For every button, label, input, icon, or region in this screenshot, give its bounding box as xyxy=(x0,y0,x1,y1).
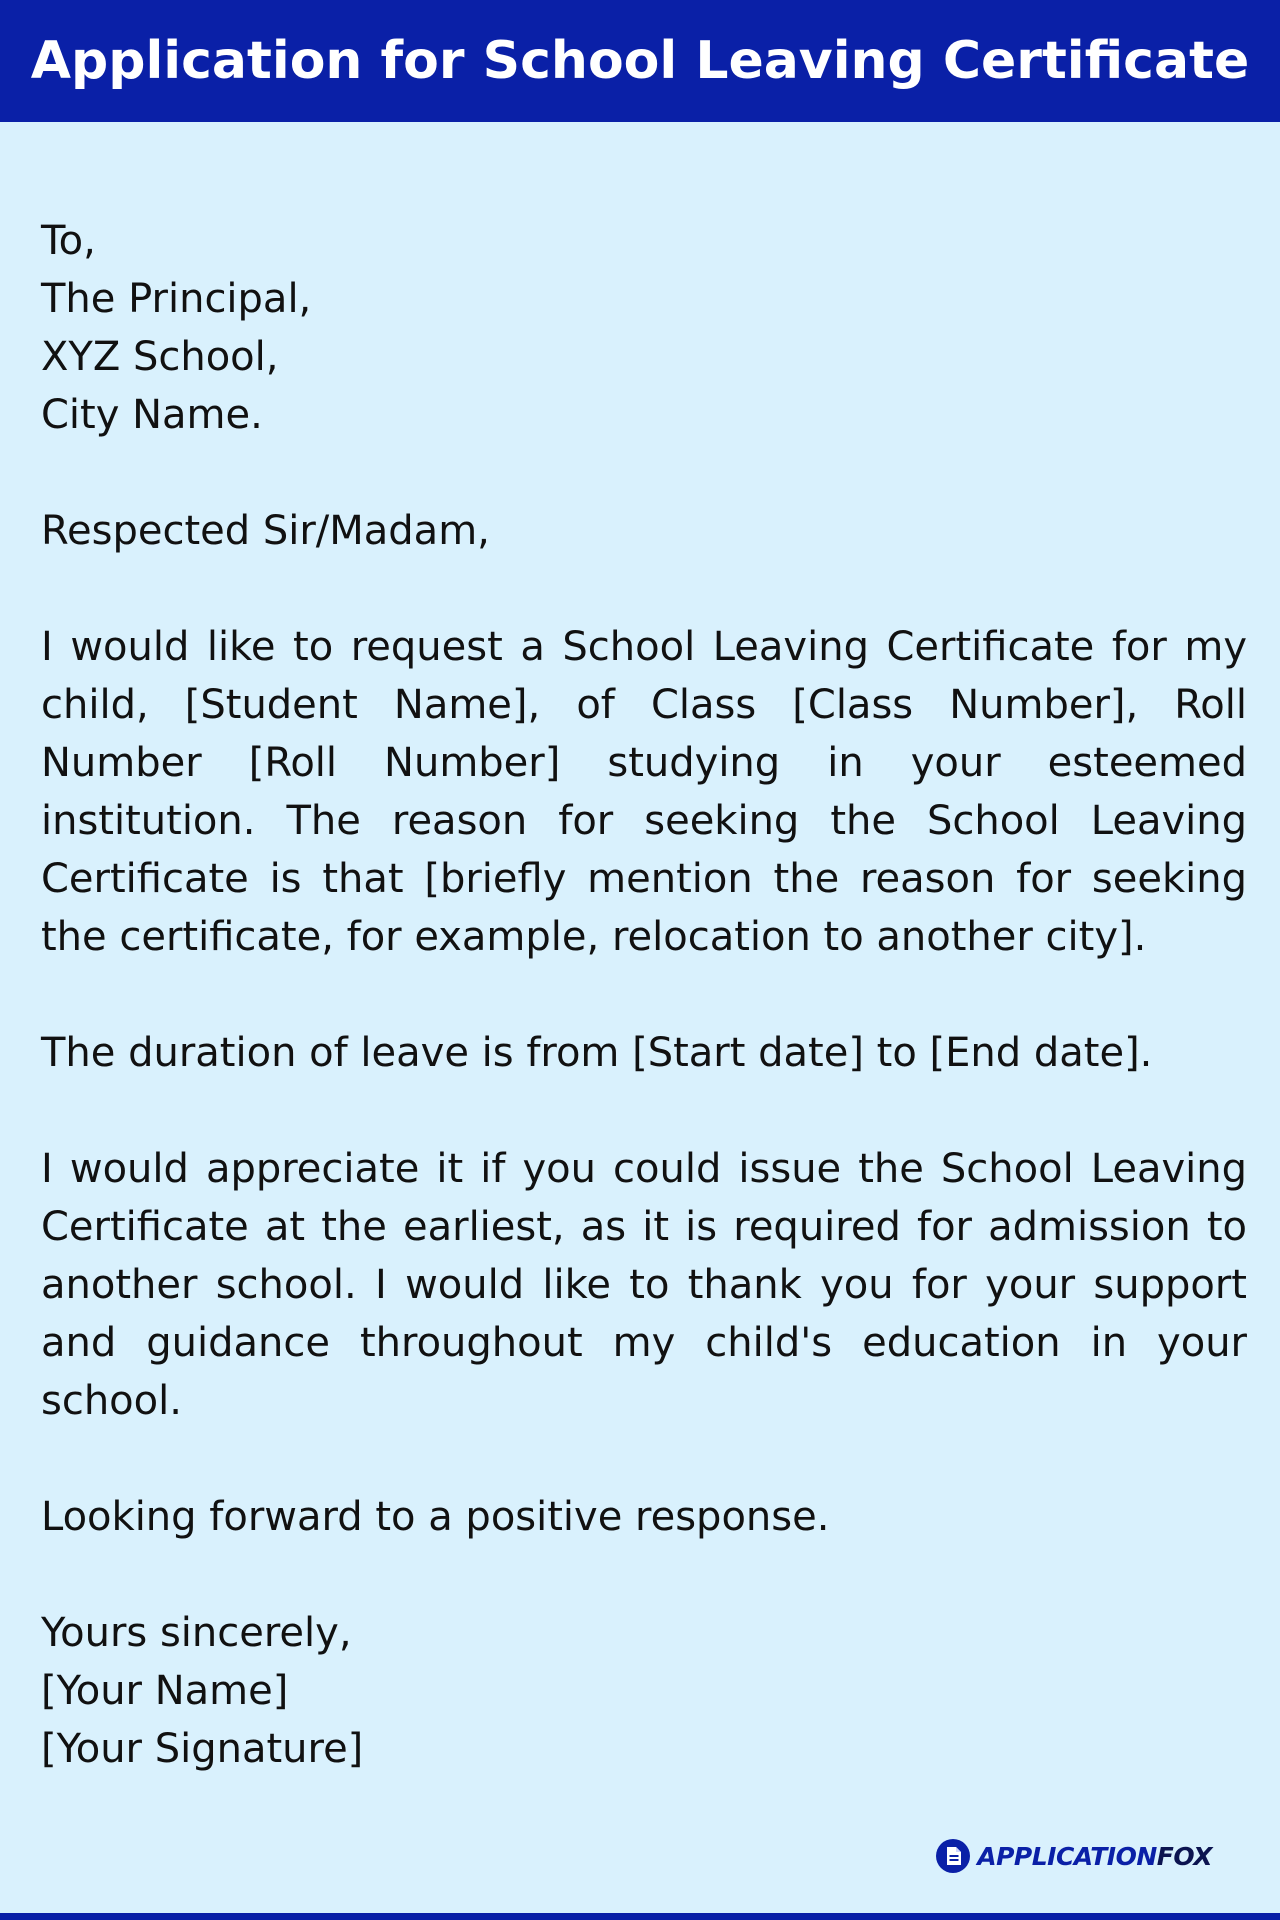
paragraph-duration: The duration of leave is from [Start date] to [End date]. xyxy=(41,1030,1153,1076)
closing-line: [Your Signature] xyxy=(41,1726,364,1772)
brand-name-part1: APPLICATION xyxy=(977,1841,1157,1871)
closing-line: Yours sincerely, xyxy=(41,1610,352,1656)
address-line: To, xyxy=(41,218,96,264)
brand-name-part2: FOX xyxy=(1156,1841,1212,1871)
footer-bar xyxy=(0,1913,1280,1920)
salutation: Respected Sir/Madam, xyxy=(41,508,490,554)
brand-name xyxy=(977,1842,1212,1871)
address-line: City Name. xyxy=(41,392,263,438)
title-banner xyxy=(0,0,1280,122)
salutation-block xyxy=(41,502,1247,560)
brand-logo xyxy=(935,1838,1212,1874)
page-title: Application for School Leaving Certificate xyxy=(30,31,1250,91)
letter-body xyxy=(41,212,1247,1778)
paragraph-closing-remark: Looking forward to a positive response. xyxy=(41,1494,830,1540)
recipient-address xyxy=(41,212,1247,444)
closing-line: [Your Name] xyxy=(41,1668,289,1714)
document-icon xyxy=(935,1838,971,1874)
signature-block xyxy=(41,1604,1247,1778)
address-line: The Principal, xyxy=(41,276,312,322)
paragraph-request: I would like to request a School Leaving Certificate for my child, [Student Name], of Class [Class Number], Roll Number [Roll Number] studying in your esteemed institution. The reason for seeking the School Leaving Certificate is that [briefly mention the reason for seeking the certificate, for example, relocation to another city]. xyxy=(41,624,1247,960)
address-line: XYZ School, xyxy=(41,334,279,380)
paragraph-appreciation: I would appreciate it if you could issue the School Leaving Certificate at the earliest, as it is required for admission to another school. I would like to thank you for your support and guidance throughout my child's education in your school. xyxy=(41,1146,1247,1424)
